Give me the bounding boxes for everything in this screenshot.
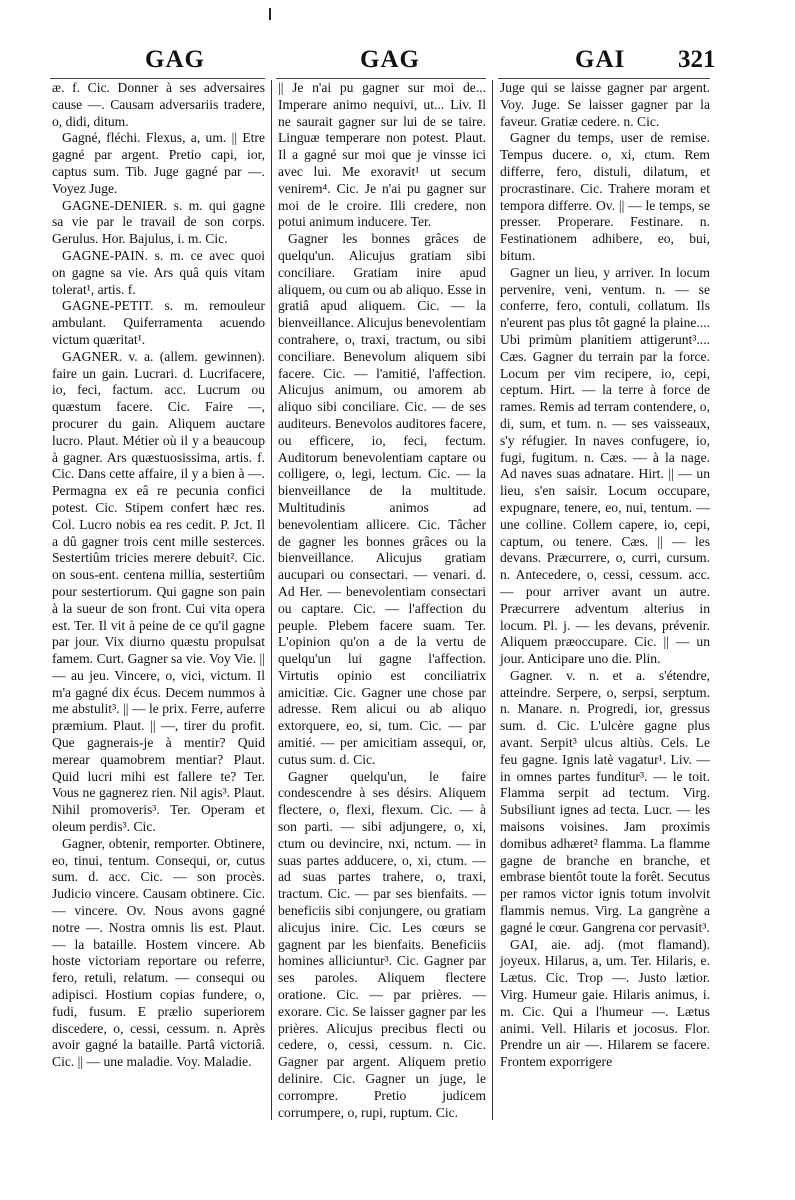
column-1 bbox=[52, 80, 265, 1071]
page-number: 321 bbox=[678, 46, 716, 73]
entry-paragraph: æ. f. Cic. Donner à ses adversaires cause —. Causam adversariis tradere, o, didi, ditum. bbox=[52, 80, 265, 129]
print-mark bbox=[269, 8, 271, 20]
column-2 bbox=[278, 80, 486, 1121]
header-rule-left bbox=[50, 78, 265, 79]
entry-paragraph: Gagner quelqu'un, le faire condescendre à ses désirs. Aliquem flectere, o, flexi, flexum. Cic. — à son parti. — sibi adjungere, o, xi, ctum ou devincire, nxi, nctum. — in suas partes adducere, o, xi, ctum. — ad suas partes trahere, o, traxi, tractum. Cic. — par ses bienfaits. — beneficiis sibi conjungere, ou gratiam alicujus inire. Cic. Les cœurs se gagnent par les bienfaits. Beneficiis homines alliciuntur³. Cic. Gagner par ses paroles. Aliquem flectere oratione. Cic. — par prières. — exorare. Cic. Se laisser gagner par les prières. Alicujus precibus flecti ou cedere, o, cessi, cessum. n. Cic. Gagner par argent. Aliquem pretio delinire. Cic. Gagner un juge, le corrompre. Pretio judicem corrumpere, o, rupi, ruptum. Cic. bbox=[278, 768, 486, 1120]
entry-paragraph: Gagner du temps, user de remise. Tempus ducere. o, xi, ctum. Rem differre, fero, distuli, dilatum, et procrastinare. Cic. Trahere moram et tempora differre. Ov. || — le temps, se presser. Properare. Festinare. n. Festinationem adhibere, eo, bui, bitum. bbox=[500, 130, 710, 263]
entry-paragraph: Gagner. v. n. et a. s'étendre, atteindre. Serpere, o, serpsi, serptum. n. Manare. n. Progredi, ior, gressus sum. d. Cic. L'ulcère gagne plus avant. Serpit³ ulcus altiùs. Cels. Le feu gagne. Ignis latè vagatur¹. Liv. — in omnes partes funditur³. — le toit. Flamma serpit ad tectum. Virg. Subsiliunt ignes ad tecta. Lucr. — les maisons voisines. Jam proximis domibus adhæret² flamma. La flamme gagne de branche en branche, et embrase bientôt toute la forêt. Secutus per ramos victor ignis totum involvit flammis nemus. Virg. La gangrène a gagné le cœur. Gangrena cor pervasit³. bbox=[500, 667, 710, 935]
header-left-headword: GAG bbox=[145, 46, 205, 73]
column-divider-1 bbox=[271, 80, 272, 1120]
entry-paragraph: Gagné, fléchi. Flexus, a, um. || Etre gagné par argent. Pretio capi, ior, captus sum. Tib. Juge gagné par —. Voyez Juge. bbox=[52, 130, 265, 196]
header-right-headword: GAI bbox=[575, 46, 626, 73]
entry-paragraph: GAGNE-DENIER. s. m. qui gagne sa vie par le travail de son corps. Gerulus. Hor. Bajulus, i. m. Cic. bbox=[52, 197, 265, 247]
entry-paragraph: Gagner un lieu, y arriver. In locum pervenire, veni, ventum. n. — se conferre, fero, contuli, collatum. Ils n'eurent pas plus tôt gagné la plaine.... Ubi primùm planitiem attigerunt³.... Cæs. Gagner du terrain par la force. Locum per vim recipere, io, cepi, ceptum. Hirt. — la terre à force de rames. Remis ad terram contendere, o, di, sum, et tum. n. — ses vaisseaux, s'y réfugier. In naves confugere, io, fugi, fugitum. n. Cæs. — à la nage. Ad naves suas adnatare. Hirt. || — un lieu, s'en saisir. Locum occupare, expugnare, tenere, eo, nui, tentum. — une colline. Collem capere, io, cepi, captum, ou tenere. Cæs. || — les devans. Præcurrere, o, curri, cursum. n. Antecedere, o, cessi, cessum. acc. — pour arriver avant un autre. Præcurrere adventum alterius in locum. Pl. j. — les devans, prévenir. Aliquem præoccupare. Cic. || — un jour. Anticipare uno die. Plin. bbox=[500, 264, 710, 667]
entry-paragraph: || Je n'ai pu gagner sur moi de... Imperare animo nequivi, ut... Liv. Il ne saurait gagner sur lui de se taire. Linguæ temperare non potest. Plaut. Il a gagné sur moi que je vinsse ici avec lui. Me exoravit¹ ut secum venirem⁴. Cic. Je n'ai pu gagner sur moi de le croire. Illi credere, non potui animum inducere. Ter. bbox=[278, 80, 486, 230]
entry-paragraph: GAGNE-PETIT. s. m. remouleur ambulant. Quiferramenta acuendo victum quæritat¹. bbox=[52, 298, 265, 347]
entry-paragraph: GAGNE-PAIN. s. m. ce avec quoi on gagne sa vie. Ars quâ quis vitam tolerat¹, artis. f. bbox=[52, 247, 265, 297]
header-center-headword: GAG bbox=[360, 46, 420, 73]
entry-paragraph: Juge qui se laisse gagner par argent. Voy. Juge. Se laisser gagner par la faveur. Gratiæ cedere. n. Cic. bbox=[500, 80, 710, 129]
column-3 bbox=[500, 80, 710, 1071]
header-rule-right bbox=[498, 78, 710, 79]
entry-paragraph: Gagner les bonnes grâces de quelqu'un. Alicujus gratiam sibi conciliare. Gratiam inire apud aliquem, ou cum ou ab aliquo. Esse in gratiâ apud aliquem. Cic. — la bienveillance. Alicujus benevolentiam contrahere, o, traxi, tractum, ou sibi conciliare. Benevolum aliquem sibi facere. Cic. — l'amitié, l'affection. Alicujus animum, ou amorem ab aliquo sibi conciliare. Cic. — de ses auditeurs. Benevolos auditores facere, ou efficere, io, feci, fectum. Auditorum benevolentiam captare ou colligere, o, legi, lectum. Cic. — la bienveillance de la multitude. Multitudinis animos ad benevolentiam allicere. Cic. Tâcher de gagner les bonnes grâces ou la bienveillance. Alicujus gratiam aucupari ou consectari. — venari. d. Ad Her. — benevolentiam consectari ou captare. Cic. — l'affection du peuple. Plebem facere suam. Ter. L'opinion qu'on a de la vertu de quelqu'un lui gagne l'affection. Virtutis opinio est conciliatrix amicitiæ. Cic. Gagner une chose par adresse. Rem alicui ou ab aliquo extorquere, eo, si, tum. Cic. — par amitié. — per amicitiam assequi, or, cutus sum. d. Cic. bbox=[278, 231, 486, 767]
entry-paragraph: GAGNER. v. a. (allem. gewinnen). faire un gain. Lucrari. d. Lucrifacere, io, feci, factum. acc. Lucrum ou quæstum facere. Cic. Faire —, procurer du gain. Aliquem auctare lucro. Plaut. Métier où il y a beaucoup à gagner. Ars quæstuosissima, artis. f. Cic. Dans cette affaire, il y a bien à —. Permagna ex eâ re pecunia confici potest. Cic. Stipem confert hæc res. Col. Lucro nobis ea res cedit. P. Jct. Il a dû gagner trois cent mille sesterces. Sestertiûm tricies merere debuit². Cic. on sous-ent. centena millia, sestertiûm pour sestertiorum. Qui gagne son pain à la sueur de son front. Cui vita opera est. Ter. Il vit à peine de ce qu'il gagne par jour. Vix diurno quæstu propulsat famem. Curt. Gagner sa vie. Voy Vie. || — au jeu. Vincere, o, vici, victum. Il m'a gagné dix écus. Decem nummos à me abstulit³. || — le prix. Ferre, auferre præmium. Plaut. || —, tirer du profit. Que gagnerais-je à mentir? Quid merear quamobrem mentiar? Plaut. Quid lucri mihi est fallere te? Ter. Vous ne gagnerez rien. Nil agis³. Plaut. Nihil promoveris³. Ter. Operam et oleum perdis³. Cic. bbox=[52, 348, 265, 835]
entry-paragraph: Gagner, obtenir, remporter. Obtinere, eo, tinui, tentum. Consequi, or, cutus sum. d. acc. Cic. — son procès. Judicio vincere. Causam obtinere. Cic. — vincere. Ov. Nous avons gagné notre —. Nostra omnis lis est. Plaut. — la bataille. Hostem vincere. Ab hoste victoriam reportare ou referre, fero, retuli, relatum. — consequi ou adipisci. Hostium copias fundere, o, fudi, fusum. E prælio superiorem discedere, o, cessi, cessum. n. Après avoir gagné la bataille. Partâ victoriâ. Cic. || — une maladie. Voy. Maladie. bbox=[52, 835, 265, 1070]
entry-paragraph: GAI, aie. adj. (mot flamand). joyeux. Hilarus, a, um. Ter. Hilaris, e. Lætus. Cic. Trop —. Justo lætior. Virg. Humeur gaie. Hilaris animus, i. m. Cic. Qui a l'humeur —. Lætus animi. Vell. Hilaris et jocosus. Flor. Prendre un air —. Hilarem se facere. Frontem exporrigere bbox=[500, 936, 710, 1070]
column-divider-2 bbox=[492, 80, 493, 1120]
page-header bbox=[0, 40, 795, 80]
header-rule-center bbox=[276, 78, 486, 79]
